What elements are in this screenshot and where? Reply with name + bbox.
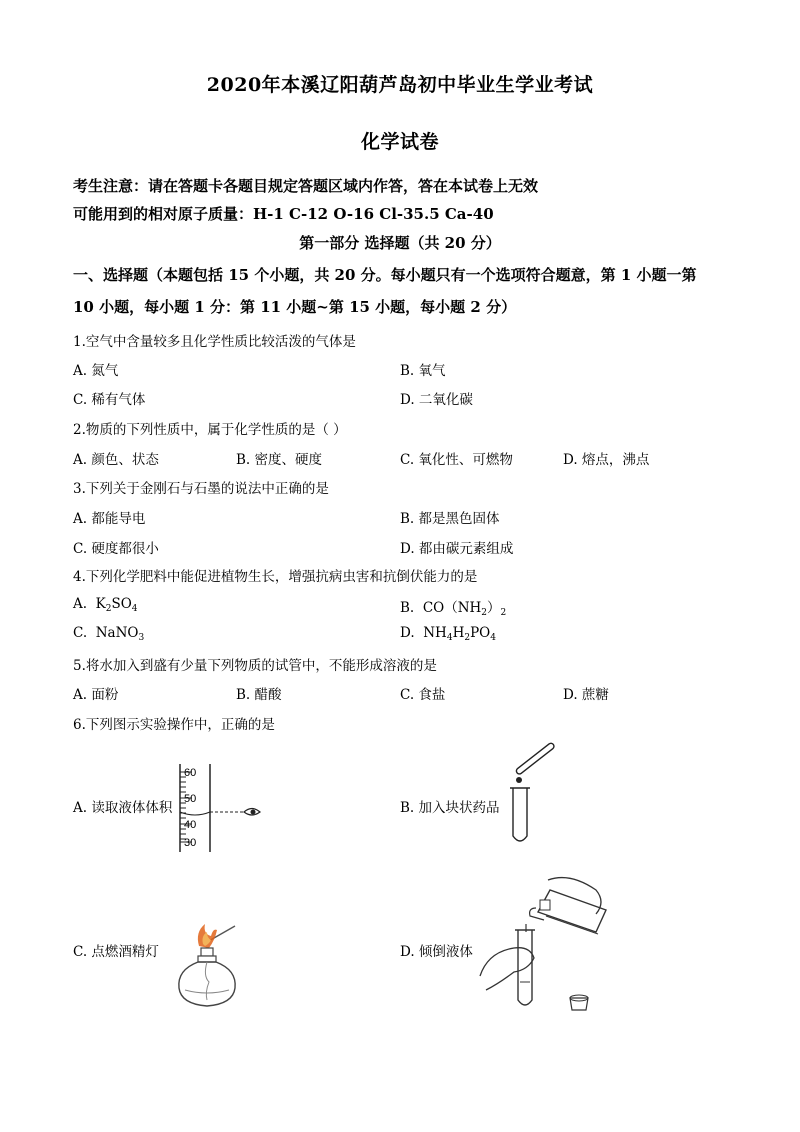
scale-label: 60 [184,767,197,779]
scale-label: 40 [184,819,197,831]
formula-urea: $CO(NH_2)_2$ [422,600,507,618]
section-instructions-line1: 一、选择题（本题包括 15 个小题，共 20 分。每小题只有一个选项符合题意，第 1 小题一第 [73,266,697,284]
option-d: D. 二氧化碳 [400,392,473,408]
scale-label: 30 [184,837,197,849]
option-d [400,625,496,643]
question-stem: 1.空气中含量较多且化学性质比较活泼的气体是 [73,334,356,350]
option-a: A. 氮气 [73,363,119,379]
option-d: D. 都由碳元素组成 [400,541,514,557]
question-stem: 6.下列图示实验操作中，正确的是 [73,717,275,733]
option-c: C. 氧化性、可燃物 [400,452,513,468]
option-b [400,596,506,618]
formula-nh4h2po4: $NH_4H_2PO_4$ [423,625,496,643]
option-b: B. 醋酸 [236,687,282,703]
option-letter: B. [400,600,415,616]
section-instructions-line2: 10 小题，每小题 1 分：第 11 小题~第 15 小题，每小题 2 分） [73,298,517,316]
option-a [73,596,138,614]
exam-title: 2020年本溪辽阳葫芦岛初中毕业生学业考试 [206,74,594,96]
option-c: C. 食盐 [400,687,446,703]
question-stem: 2.物质的下列性质中，属于化学性质的是（ ） [73,422,347,438]
question-stem: 5.将水加入到盛有少量下列物质的试管中，不能形成溶液的是 [73,658,437,674]
question-stem: 3.下列关于金刚石与石墨的说法中正确的是 [73,481,329,497]
option-b: B. 氧气 [400,363,446,379]
option-letter: A. [73,596,88,612]
paper-subtitle: 化学试卷 [360,131,439,153]
atomic-masses: 可能用到的相对原子质量：H-1 C-12 O-16 Cl-35.5 Ca-40 [73,205,494,223]
option-c [73,625,144,643]
question-stem: 4.下列化学肥料中能促进植物生长，增强抗病虫害和抗倒伏能力的是 [73,569,478,585]
option-a: A. 读取液体体积 [73,800,173,816]
formula-nano3: NaNO$_3$ [95,625,145,643]
option-c: C. 稀有气体 [73,392,146,408]
option-c: C. 硬度都很小 [73,541,159,557]
test-tube-solid-figure [505,740,565,850]
option-d: D. 倾倒液体 [400,944,473,960]
alcohol-lamp-figure [165,920,255,1016]
graduated-cylinder-figure [176,762,266,854]
option-a: A. 都能导电 [73,511,146,527]
pouring-liquid-figure [478,872,618,1022]
scale-label: 50 [184,793,197,805]
option-a: A. 面粉 [73,687,119,703]
option-d: D. 熔点，沸点 [563,452,650,468]
exam-notice: 考生注意：请在答题卡各题目规定答题区域内作答，答在本试卷上无效 [73,177,539,195]
option-d: D. 蔗糖 [563,687,609,703]
option-b: B. 密度、硬度 [236,452,323,468]
option-letter: D. [400,625,415,641]
option-a: A. 颜色、状态 [73,452,159,468]
option-letter: C. [73,625,88,641]
eye-icon [244,809,260,816]
part-heading: 第一部分 选择题（共 20 分） [299,234,501,252]
option-b: B. 加入块状药品 [400,800,500,816]
formula-k2so4: $K_2SO_4$ [95,596,138,614]
option-b: B. 都是黑色固体 [400,511,500,527]
option-c: C. 点燃酒精灯 [73,944,159,960]
